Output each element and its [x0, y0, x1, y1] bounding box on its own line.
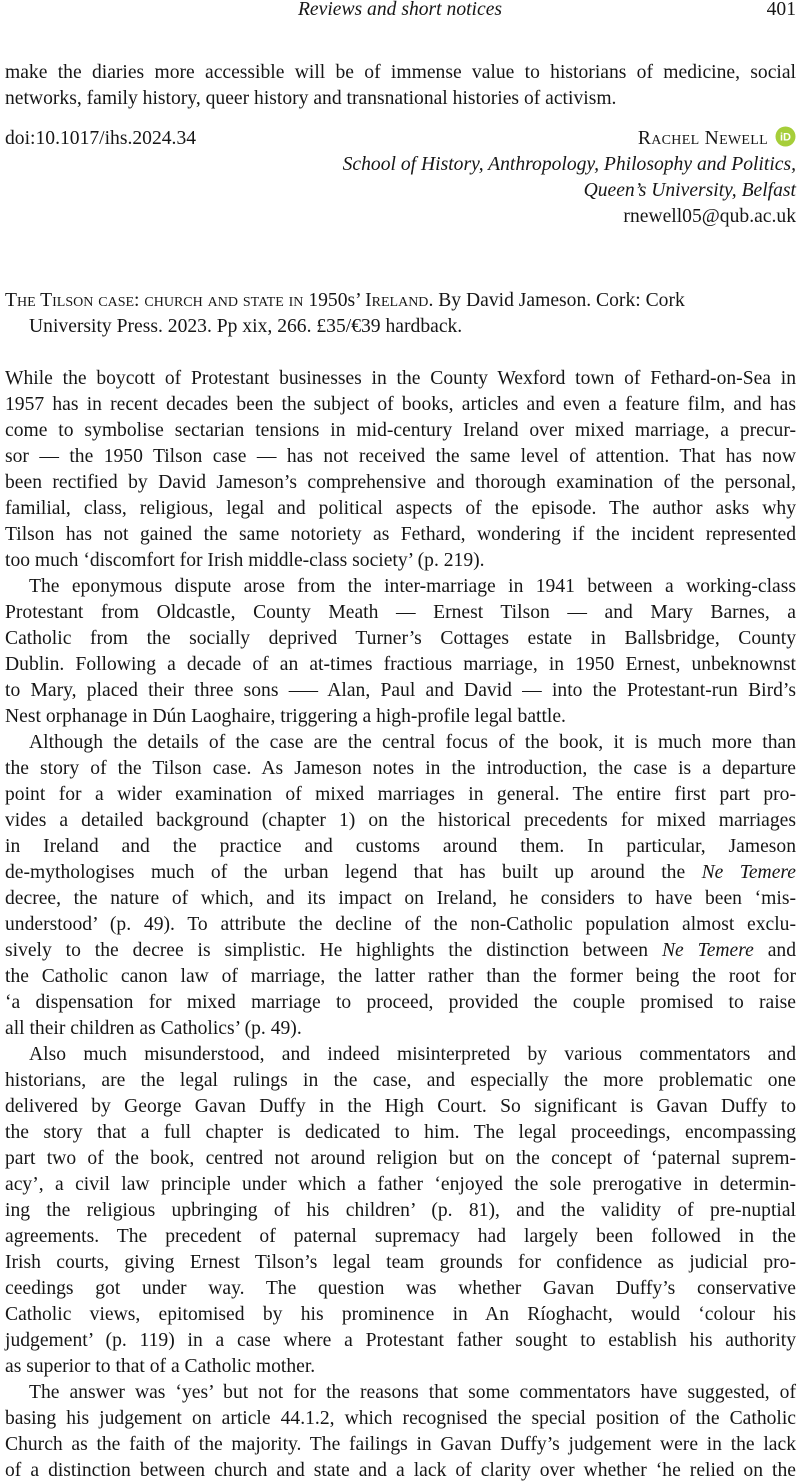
body-line: familial, class, religious, legal and political aspects of the episode. The author asks why — [5, 498, 796, 519]
body-line: of a distinction between church and state and a lack of clarity over whether ‘he relied on the — [5, 1460, 796, 1481]
body-line: delivered by George Gavan Duffy in the High Court. So significant is Gavan Duffy to — [5, 1096, 796, 1117]
body-line — [5, 938, 796, 964]
body-line: ‘a dispensation for mixed marriage to proceed, provided the couple promised to raise — [5, 992, 796, 1013]
book-title-year: 1950s’ — [308, 290, 361, 311]
body-line: Nest orphanage in Dún Laoghaire, triggering a high-profile legal battle. — [5, 706, 566, 727]
book-details: . By David Jameson. Cork: Cork — [428, 290, 685, 311]
body-line: The answer was ‘yes’ but not for the reasons that some commentators have suggested, of — [29, 1382, 796, 1403]
body-line: ing the religious upbringing of his children’ (p. 81), and the validity of pre-nuptial — [5, 1200, 796, 1221]
body-line: point for a wider examination of mixed marriages in general. The entire first part pro- — [5, 784, 796, 805]
orcid-icon-label: iD — [780, 131, 791, 144]
running-head-title: Reviews and short notices — [297, 0, 503, 20]
body-line: to Mary, placed their three sons —– Alan, Paul and David — into the Protestant-run Bird’s — [5, 680, 796, 701]
body-line: acy’, a civil law principle under which a father ‘enjoyed the sole prerogative in determin- — [5, 1174, 796, 1195]
body-line: all their children as Catholics’ (p. 49). — [5, 1018, 302, 1039]
body-text: and — [767, 940, 797, 961]
body-line: Catholic views, epitomised by his prominence in An Ríoghacht, would ‘colour his — [5, 1304, 796, 1325]
body-line: Catholic from the socially deprived Turner’s Cottages estate in Ballsbridge, County — [5, 628, 796, 649]
body-line: make the diaries more accessible will be of immense value to historians of medicine, social — [5, 62, 796, 83]
reviewer-affiliation: School of History, Anthropology, Philosophy and Politics, — [342, 154, 796, 175]
body-line: Protestant from Oldcastle, County Meath — Ernest Tilson — and Mary Barnes, a — [5, 602, 796, 623]
body-line: Irish courts, giving Ernest Tilson’s legal team grounds for confidence as judicial pro- — [5, 1252, 796, 1273]
ne-temere-term: Ne Temere — [661, 940, 754, 961]
body-line: the Catholic canon law of marriage, the latter rather than the former being the root for — [5, 966, 796, 987]
body-line: in Ireland and the practice and customs around them. In particular, Jameson — [5, 836, 796, 857]
body-line: understood’ (p. 49). To attribute the decline of the non-Catholic population almost exclu- — [5, 914, 796, 935]
doi-link[interactable]: doi:10.1017/ihs.2024.34 — [5, 128, 197, 149]
book-title: The Tilson case: church and state in — [5, 290, 304, 311]
body-line: basing his judgement on article 44.1.2, which recognised the special position of the Catholic — [5, 1408, 796, 1429]
body-line: the story of the Tilson case. As Jameson notes in the introduction, the case is a departure — [5, 758, 796, 779]
body-line: decree, the nature of which, and its impact on Ireland, he considers to have been ‘mis- — [5, 888, 796, 909]
body-line — [5, 860, 796, 886]
body-line: vides a detailed background (chapter 1) on the historical precedents for mixed marriages — [5, 810, 796, 831]
body-line: While the boycott of Protestant businesses in the County Wexford town of Fethard-on-Sea in — [5, 368, 796, 389]
body-text: sively to the decree is simplistic. He highlights the distinction between — [5, 940, 649, 961]
book-title-country: Ireland — [365, 290, 429, 311]
reviewer-email[interactable]: rnewell05@qub.ac.uk — [623, 206, 796, 227]
body-line: part two of the book, centred not around religion but on the concept of ‘paternal suprem- — [5, 1148, 796, 1169]
body-line: sor — the 1950 Tilson case — has not received the same level of attention. That has now — [5, 446, 796, 467]
reviewer-name: Rachel Newell — [637, 128, 768, 149]
body-line: Although the details of the case are the central focus of the book, it is much more than — [29, 732, 796, 753]
body-line: 1957 has in recent decades been the subject of books, articles and even a feature film, and has — [5, 394, 796, 415]
body-line: Dublin. Following a decade of an at-times fractious marriage, in 1950 Ernest, unbeknownst — [5, 654, 796, 675]
body-line: Also much misunderstood, and indeed misinterpreted by various commentators and — [29, 1044, 796, 1065]
ne-temere-term: Ne Temere — [701, 862, 796, 883]
body-line: too much ‘discomfort for Irish middle-class society’ (p. 219). — [5, 550, 485, 571]
body-line: ceedings got under way. The question was whether Gavan Duffy’s conservative — [5, 1278, 796, 1299]
book-details-line2: University Press. 2023. Pp xix, 266. £35/€39 hardback. — [29, 316, 463, 337]
body-line: been rectified by David Jameson’s comprehensive and thorough examination of the personal, — [5, 472, 796, 493]
body-line: come to symbolise sectarian tensions in mid-century Ireland over mixed marriage, a precur- — [5, 420, 796, 441]
body-text: de-mythologises much of the urban legend that has built up around the — [5, 862, 686, 883]
body-line: judgement’ (p. 119) in a case where a Protestant father sought to establish his authority — [5, 1330, 796, 1351]
body-line: The eponymous dispute arose from the inter-marriage in 1941 between a working-class — [29, 576, 796, 597]
body-line: historians, are the legal rulings in the case, and especially the more problematic one — [5, 1070, 796, 1091]
body-line: Tilson has not gained the same notoriety as Fethard, wondering if the incident represented — [5, 524, 796, 545]
orcid-icon[interactable] — [775, 126, 796, 147]
body-line: Church as the faith of the majority. The failings in Gavan Duffy’s judgement were in the lack — [5, 1434, 796, 1455]
book-heading — [5, 288, 796, 314]
page-number: 401 — [766, 0, 796, 20]
body-line: as superior to that of a Catholic mother. — [5, 1356, 316, 1377]
body-line: the story that a full chapter is dedicated to him. The legal proceedings, encompassing — [5, 1122, 796, 1143]
reviewer-institution: Queen’s University, Belfast — [583, 180, 796, 201]
body-line: agreements. The precedent of paternal supremacy had largely been followed in the — [5, 1226, 796, 1247]
body-line: networks, family history, queer history and transnational histories of activism. — [5, 88, 617, 109]
